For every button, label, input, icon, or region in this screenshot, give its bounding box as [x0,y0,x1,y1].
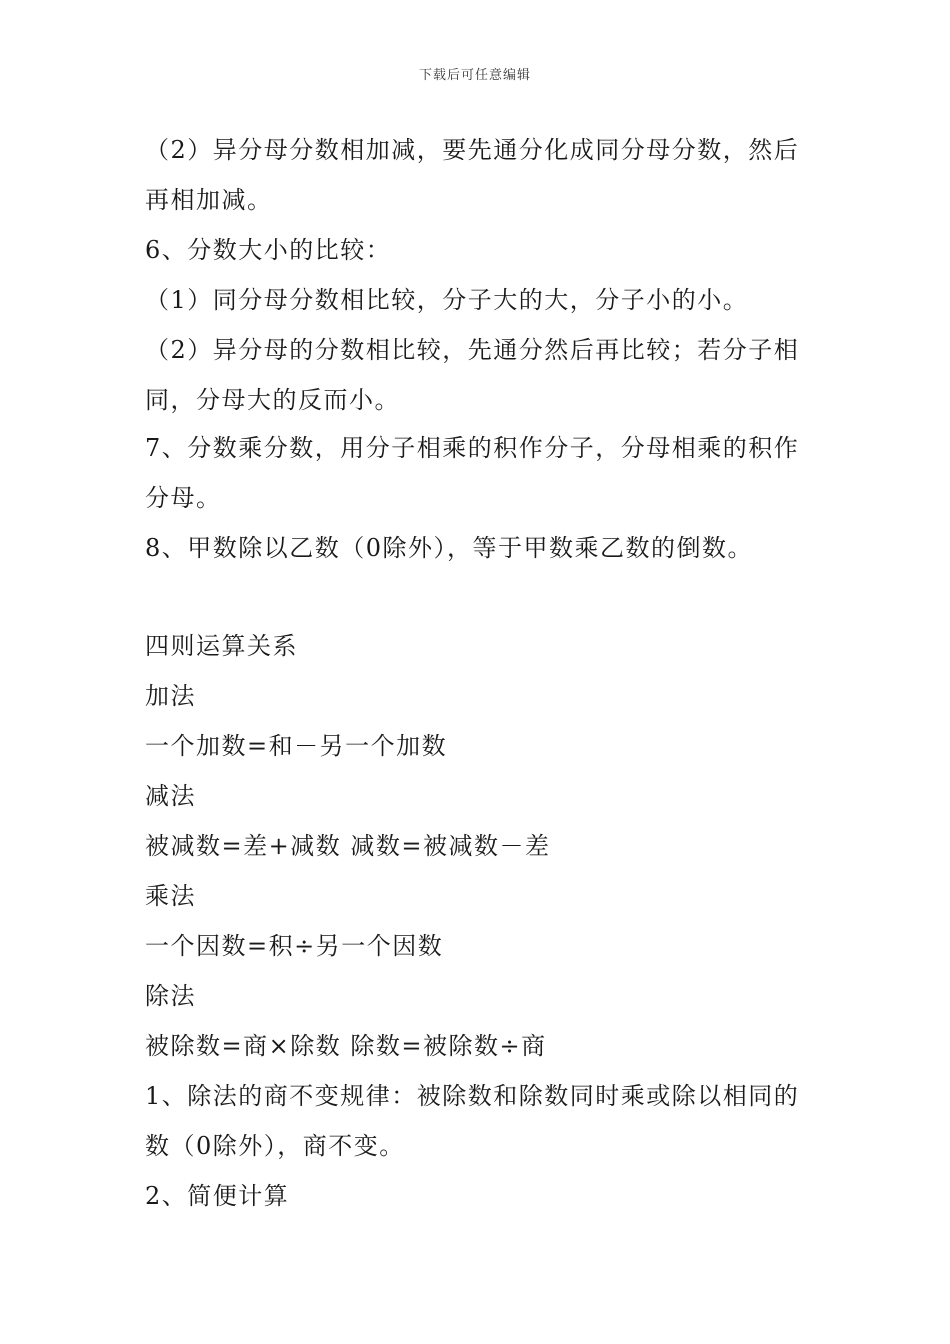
text-line: 被除数=商×除数 除数=被除数÷商 [145,1032,547,1060]
page-header-watermark: 下载后可任意编辑 [418,68,531,83]
text-line: 再相加减。 [145,186,273,214]
section-title: 四则运算关系 [145,632,298,660]
text-line: （2）异分母的分数相比较，先通分然后再比较；若分子相 [145,336,800,364]
text-line: 8、甲数除以乙数（0除外），等于甲数乘乙数的倒数。 [145,534,754,562]
text-line: 被减数=差+减数 减数=被减数－差 [145,832,551,860]
text-line: 加法 [145,682,196,710]
text-line: 一个加数=和－另一个加数 [145,732,448,760]
text-line: 1、除法的商不变规律：被除数和除数同时乘或除以相同的 [145,1082,800,1110]
text-line: 7、分数乘分数，用分子相乘的积作分子，分母相乘的积作 [145,434,800,462]
text-line: 同，分母大的反而小。 [145,386,400,414]
text-line: 6、分数大小的比较： [145,236,392,264]
text-line: 一个因数=积÷另一个因数 [145,932,444,960]
text-line: 2、简便计算 [145,1182,290,1210]
text-line: 乘法 [145,882,196,910]
text-line: 分母。 [145,484,222,512]
text-line: 数（0除外），商不变。 [145,1132,405,1160]
text-line: 减法 [145,782,196,810]
text-line: （2）异分母分数相加减，要先通分化成同分母分数，然后 [145,136,800,164]
text-line: （1）同分母分数相比较，分子大的大，分子小的小。 [145,286,749,314]
text-line: 除法 [145,982,196,1010]
